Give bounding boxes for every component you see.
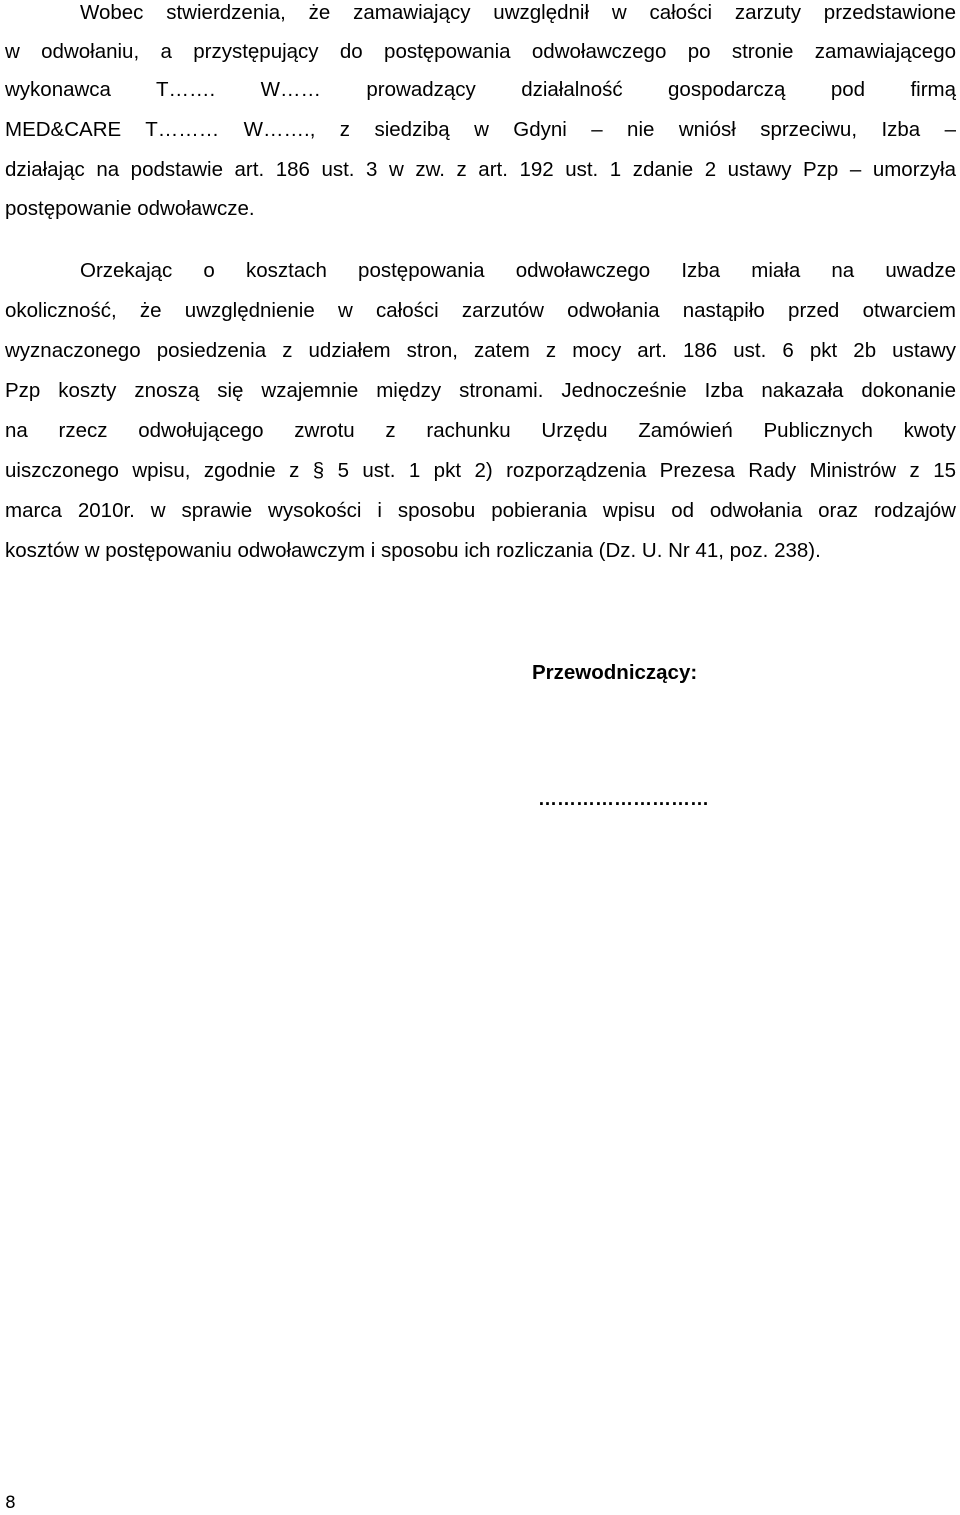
paragraph-line: kosztów w postępowaniu odwoławczym i sposobu ich rozliczania (Dz. U. Nr 41, poz. 238).	[5, 539, 821, 562]
paragraph-line: wyznaczonego posiedzenia z udziałem stron, zatem z mocy art. 186 ust. 6 pkt 2b ustawy	[5, 339, 956, 362]
signature-line: ………………………	[538, 789, 709, 810]
paragraph-line: uiszczonego wpisu, zgodnie z § 5 ust. 1 pkt 2) rozporządzenia Prezesa Rady Ministrów z 15	[5, 459, 956, 482]
paragraph-line: Wobec stwierdzenia, że zamawiający uwzględnił w całości zarzuty przedstawione	[80, 1, 956, 24]
paragraph-line: wykonawca T……. W…… prowadzący działalność gospodarczą pod firmą	[5, 78, 956, 101]
paragraph-line: w odwołaniu, a przystępujący do postępowania odwoławczego po stronie zamawiającego	[5, 40, 956, 63]
paragraph-line: Orzekając o kosztach postępowania odwoławczego Izba miała na uwadze	[80, 259, 956, 282]
page-number: 8	[5, 1493, 16, 1513]
paragraph-line: MED&CARE T……… W……., z siedzibą w Gdyni – nie wniósł sprzeciwu, Izba –	[5, 118, 956, 141]
paragraph-line: postępowanie odwoławcze.	[5, 197, 255, 220]
paragraph-line: marca 2010r. w sprawie wysokości i sposobu pobierania wpisu od odwołania oraz rodzajów	[5, 499, 956, 522]
paragraph-line: działając na podstawie art. 186 ust. 3 w zw. z art. 192 ust. 1 zdanie 2 ustawy Pzp – umorzyła	[5, 158, 956, 181]
signature-title: Przewodniczący:	[532, 661, 698, 684]
paragraph-line: na rzecz odwołującego zwrotu z rachunku Urzędu Zamówień Publicznych kwoty	[5, 419, 956, 442]
paragraph-line: okoliczność, że uwzględnienie w całości zarzutów odwołania nastąpiło przed otwarciem	[5, 299, 956, 322]
paragraph-line: Pzp koszty znoszą się wzajemnie między stronami. Jednocześnie Izba nakazała dokonanie	[5, 379, 956, 402]
